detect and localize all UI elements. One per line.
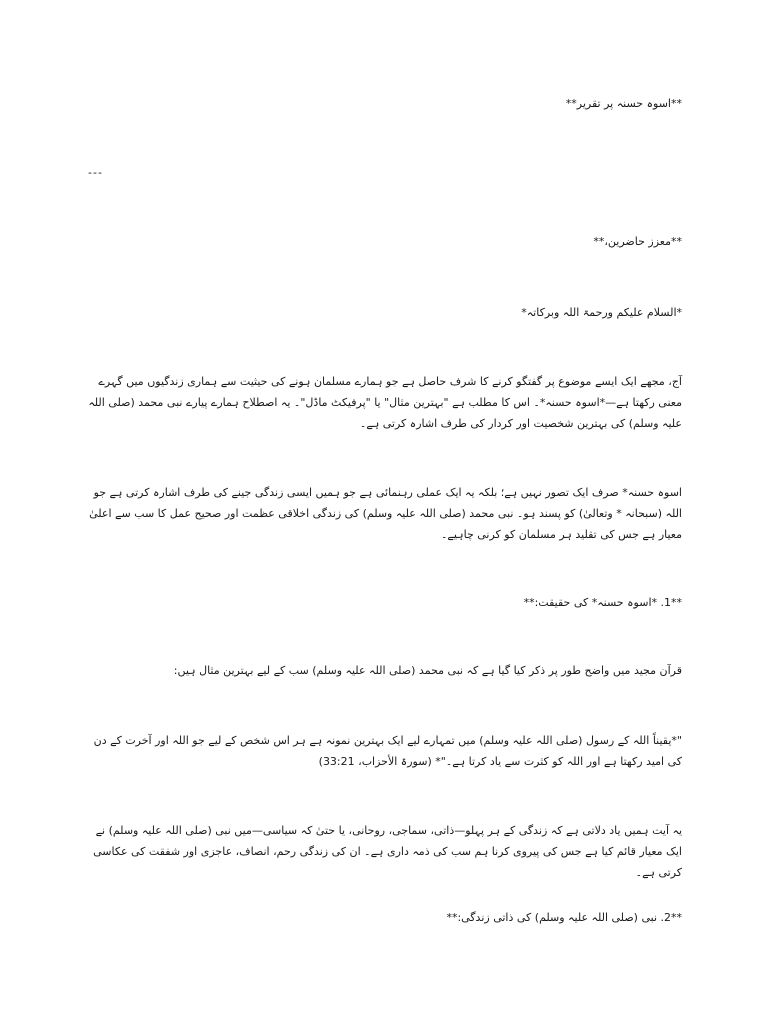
second-paragraph: اسوہ حسنہ* صرف ایک تصور نہیں ہے؛ بلکہ یہ ایک عملی رہنمائی ہے جو ہمیں ایسی زندگی جینے کی طرف اشارہ کرتی ہے جو اللہ (سبحانہ * وتعالیٰ) کو پسند ہو۔ نبی محمد (صلی اللہ علیہ وسلم) کی زندگی اخلاقی عظمت اور صحیح عمل کا سب سے اعلیٰ معیار ہے جس کی تقلید ہر مسلمان کو کرنی چاہیے۔ (89, 486, 682, 541)
section1-heading: **1. *اسوہ حسنہ* کی حقیقت:** (523, 596, 682, 609)
document-title: **اسوہ حسنہ پر تقریر** (565, 97, 682, 110)
salutation: *السلام علیکم ورحمۃ اللہ وبرکاتہ* (521, 306, 682, 319)
intro-paragraph: آج، مجھے ایک ایسے موضوع پر گفتگو کرنے کا شرف حاصل ہے جو ہمارے مسلمان ہونے کی حیثیت سے ہماری زندگیوں میں گہرے معنی رکھتا ہے—*اسوہ حسنہ*۔ اس کا مطلب ہے "بہترین مثال" یا "پرفیکٹ ماڈل"۔ یہ اصطلاح ہمارے پیارے نبی محمد (صلی اللہ علیہ وسلم) کی بہترین شخصیت اور کردار کی طرف اشارہ کرتی ہے۔ (88, 375, 682, 430)
section2-heading: **2. نبی (صلی اللہ علیہ وسلم) کی ذاتی زندگی:** (446, 911, 682, 924)
section1-intro: قرآن مجید میں واضح طور پر ذکر کیا گیا ہے کہ نبی محمد (صلی اللہ علیہ وسلم) سب کے لیے بہترین مثال ہیں: (173, 664, 682, 677)
audience-greeting: **معزز حاضرین،** (593, 235, 682, 248)
section1-paragraph: یہ آیت ہمیں یاد دلاتی ہے کہ زندگی کے ہر پہلو—ذاتی، سماجی، روحانی، یا حتیٰ کہ سیاسی—میں نبی (صلی اللہ علیہ وسلم) نے ایک معیار قائم کیا ہے جس کی پیروی کرنا ہم سب کی ذمہ داری ہے۔ ان کی زندگی رحم، انصاف، عاجزی اور شفقت کی عکاسی کرتی ہے۔ (93, 824, 682, 879)
quran-quote: "*یقیناً اللہ کے رسول (صلی اللہ علیہ وسلم) میں تمہارے لیے ایک بہترین نمونہ ہے ہر اس شخص کے لیے جو اللہ اور آخرت کے دن کی امید رکھتا ہے اور اللہ کو کثرت سے یاد کرتا ہے۔"* (سورۃ الأحزاب، 33:21) (93, 734, 682, 768)
separator: --- (88, 166, 103, 179)
